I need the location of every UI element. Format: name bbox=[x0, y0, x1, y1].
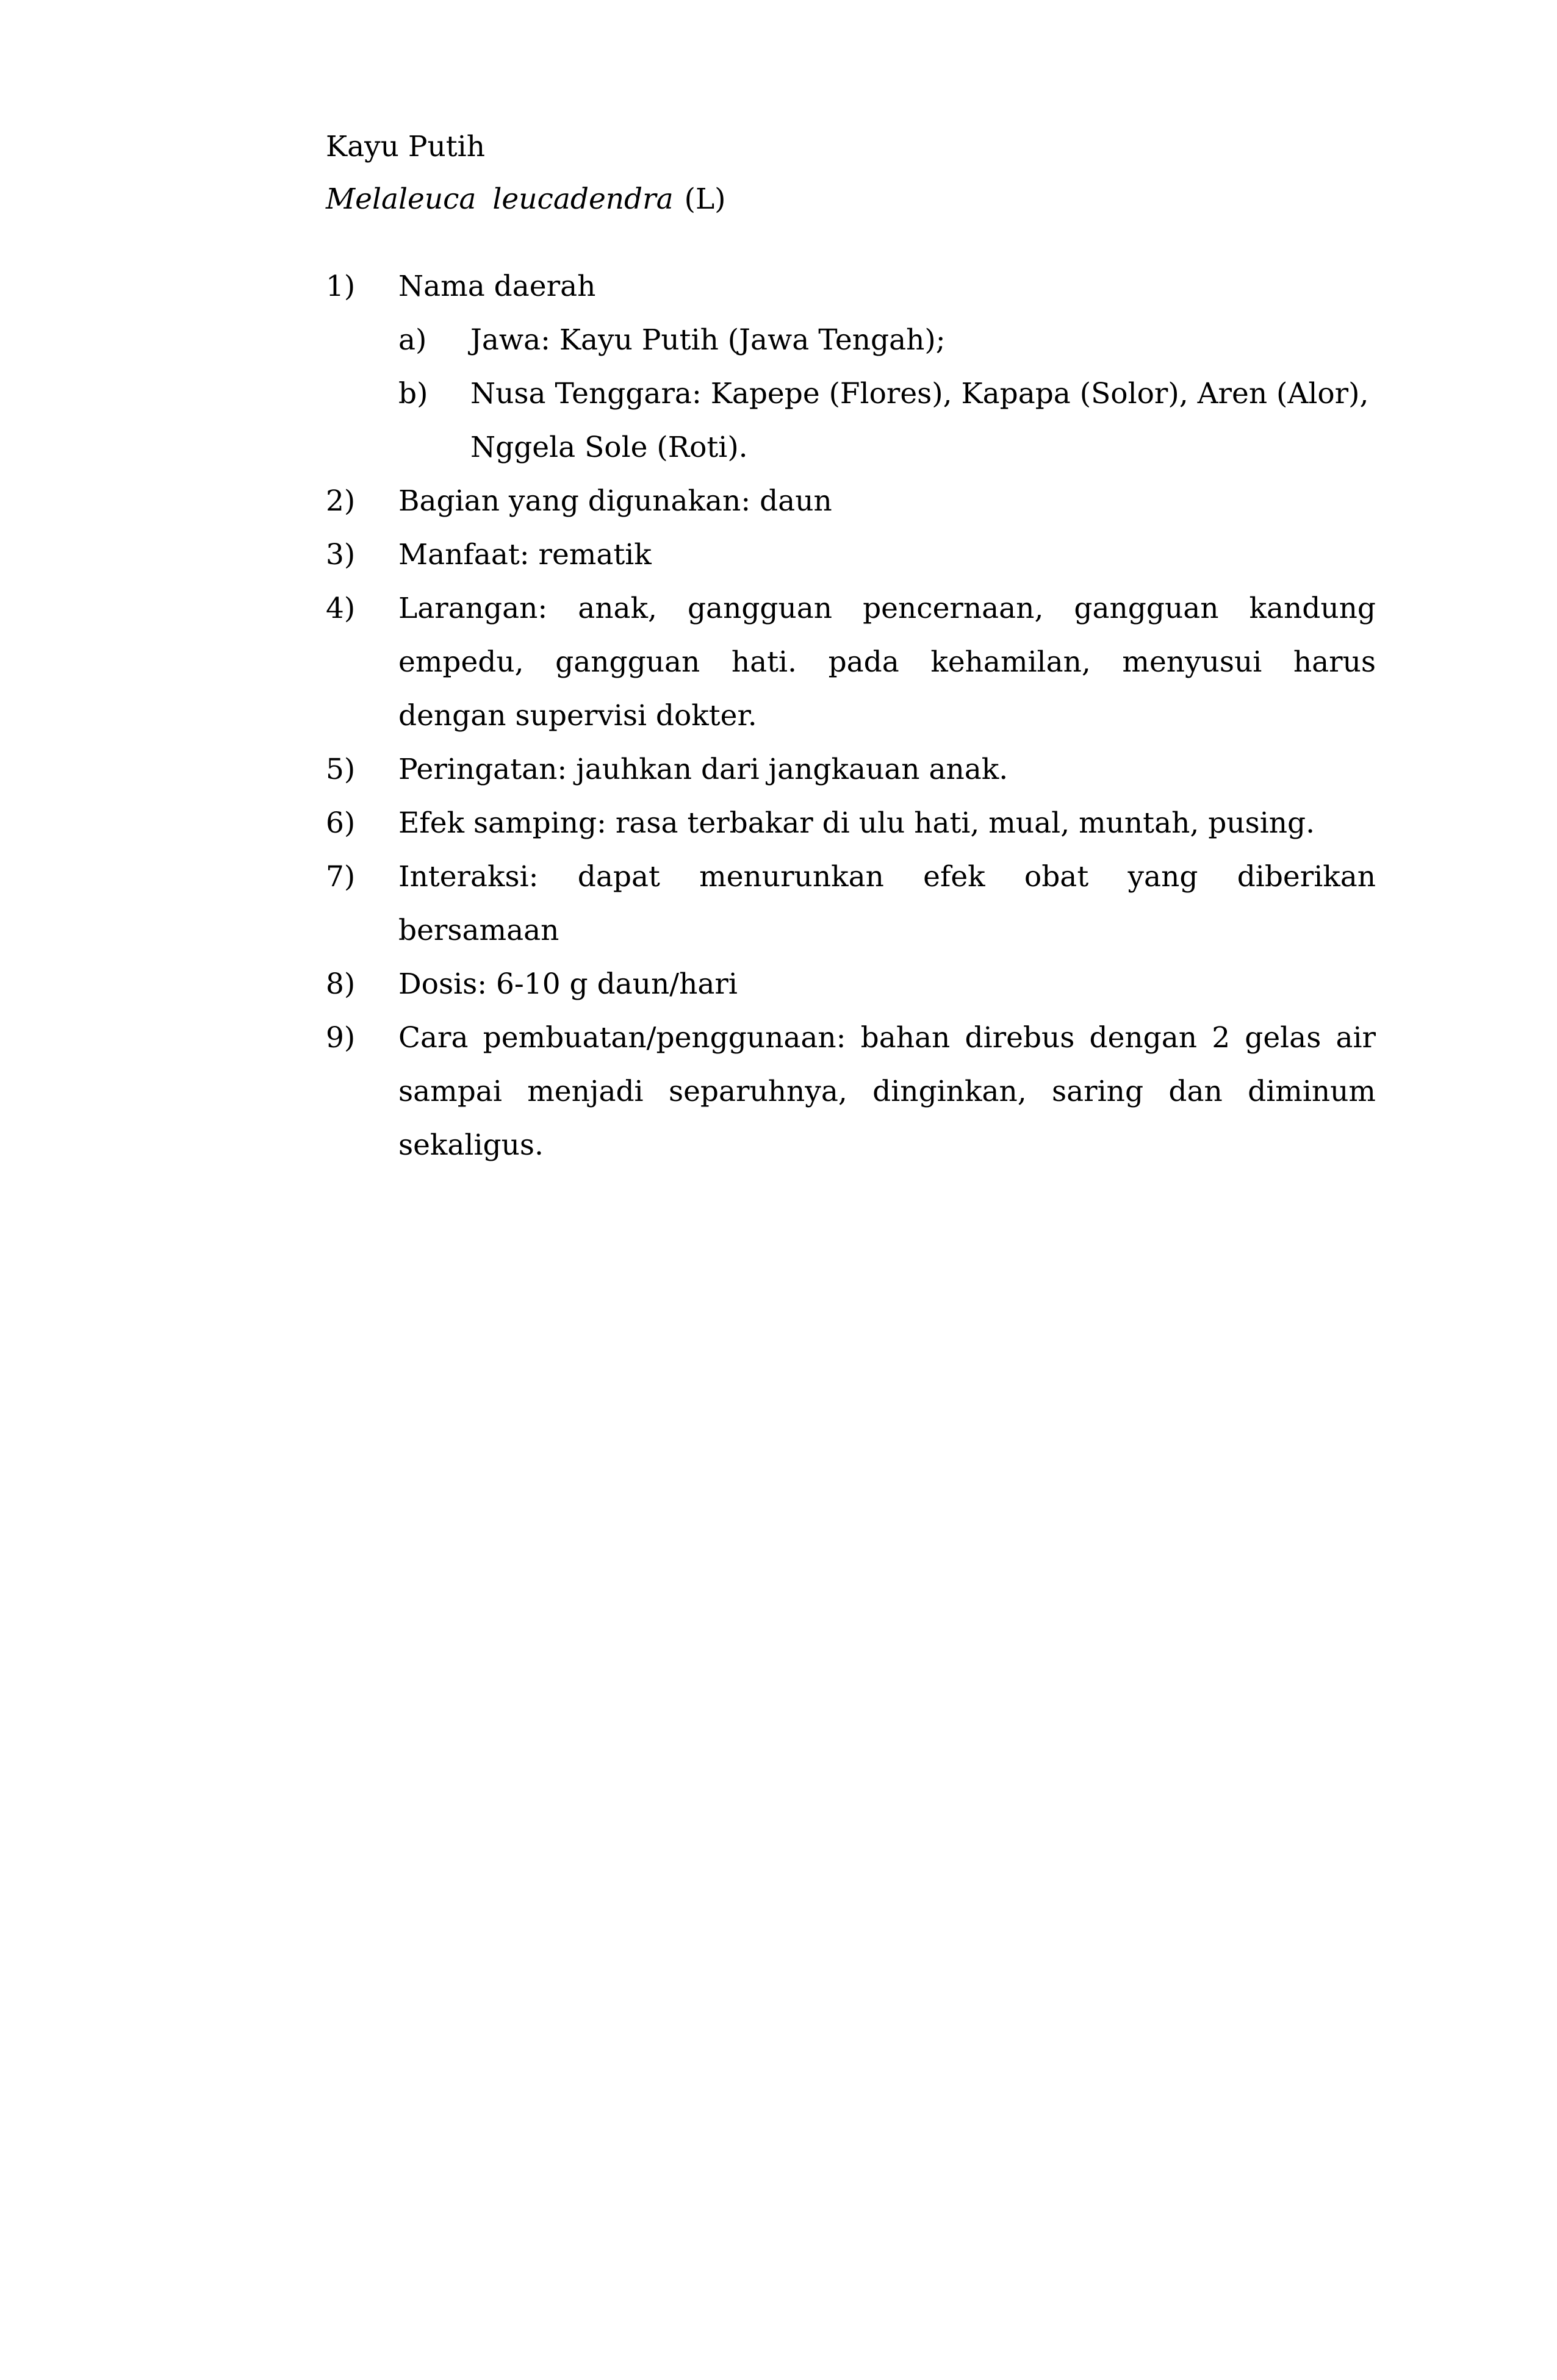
list-item-5 bbox=[0, 743, 1557, 797]
list-item-9-line-2 bbox=[0, 1065, 1557, 1119]
sub-item-text: Nusa Tenggara: Kapepe (Flores), Kapapa (Solor), Aren (Alor), bbox=[470, 377, 1369, 410]
sub-item-text: Jawa: Kayu Putih (Jawa Tengah); bbox=[470, 323, 946, 357]
item-number: 9) bbox=[326, 1021, 356, 1055]
species-author: (L) bbox=[684, 182, 726, 216]
item-text: dengan supervisi dokter. bbox=[398, 699, 757, 733]
item-text: Peringatan: jauhkan dari jangkauan anak. bbox=[398, 753, 1009, 786]
item-number: 6) bbox=[326, 806, 356, 840]
item-number: 2) bbox=[326, 484, 356, 518]
item-number: 5) bbox=[326, 753, 356, 786]
list-item-9 bbox=[0, 1011, 1557, 1065]
list-item-4-line-2 bbox=[0, 636, 1557, 689]
item-text: Cara pembuatan/penggunaan: bahan direbus dengan 2 gelas air bbox=[398, 1021, 1376, 1055]
item-text: Manfaat: rematik bbox=[398, 538, 652, 572]
sub-item-b bbox=[0, 367, 1557, 421]
list-item-4 bbox=[0, 582, 1557, 636]
item-text: Dosis: 6-10 g daun/hari bbox=[398, 967, 738, 1001]
item-text: Efek samping: rasa terbakar di ulu hati, mual, muntah, pusing. bbox=[398, 806, 1315, 840]
item-number: 7) bbox=[326, 860, 356, 894]
item-number: 1) bbox=[326, 270, 356, 303]
species-name-line bbox=[326, 173, 726, 226]
list-item-2 bbox=[0, 475, 1557, 528]
sub-item-letter: b) bbox=[398, 377, 428, 410]
item-text: Nama daerah bbox=[398, 270, 596, 303]
sub-item-text: Nggela Sole (Roti). bbox=[470, 431, 748, 464]
list-item-1 bbox=[0, 260, 1557, 314]
item-number: 4) bbox=[326, 592, 356, 625]
item-text: Bagian yang digunakan: daun bbox=[398, 484, 832, 518]
item-text: empedu, gangguan hati. pada kehamilan, menyusui harus bbox=[398, 645, 1376, 679]
list-item-3 bbox=[0, 528, 1557, 582]
species-scientific-name: Melaleuca leucadendra bbox=[326, 182, 674, 216]
item-number: 8) bbox=[326, 967, 356, 1001]
item-text: bersamaan bbox=[398, 914, 559, 947]
list-item-9-line-3 bbox=[0, 1119, 1557, 1172]
sub-item-b-continued bbox=[0, 421, 1557, 475]
list-item-6 bbox=[0, 797, 1557, 850]
sub-item-a bbox=[0, 314, 1557, 367]
list-item-8 bbox=[0, 958, 1557, 1011]
item-text: sampai menjadi separuhnya, dinginkan, saring dan diminum bbox=[398, 1075, 1376, 1108]
sub-item-letter: a) bbox=[398, 323, 427, 357]
list-item-7-line-2 bbox=[0, 904, 1557, 958]
list-item-7 bbox=[0, 850, 1557, 904]
document-title: Kayu Putih bbox=[326, 130, 485, 163]
item-text: Interaksi: dapat menurunkan efek obat yang diberikan bbox=[398, 860, 1376, 894]
item-text: sekaligus. bbox=[398, 1128, 544, 1162]
list-item-4-line-3 bbox=[0, 689, 1557, 743]
item-text: Larangan: anak, gangguan pencernaan, gangguan kandung bbox=[398, 592, 1376, 625]
item-number: 3) bbox=[326, 538, 356, 572]
